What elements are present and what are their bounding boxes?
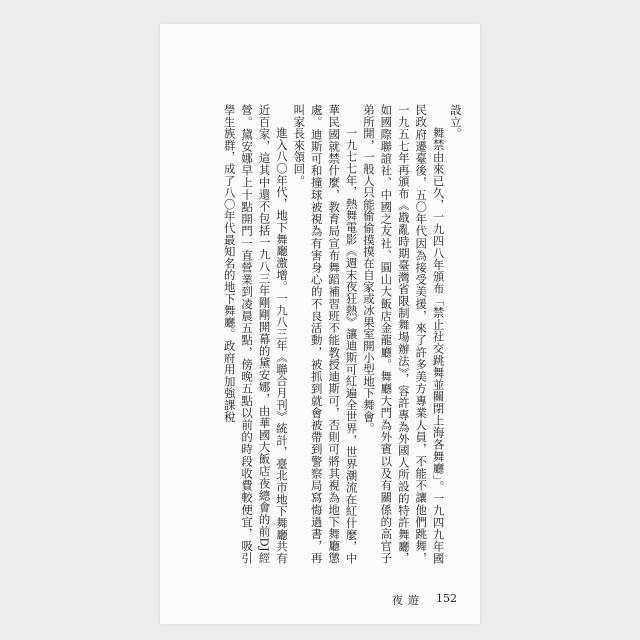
vertical-text-body — [184, 104, 464, 564]
running-title: 夜遊 — [392, 594, 424, 607]
paragraph-disco: 一九七七年，熱舞電影《週末夜狂熱》讓迪斯可紅遍全世界，世界潮流在紅什麼，中華民國就禁什麼，教育局宣布舞蹈補習班不能教授迪斯可，否則可將其視為地下舞廳懲處。迪斯可和撞球被視為有害身心的不良活動，被抓到就會被帶到警察局寫悔過書，再叫家長來領回。 — [292, 104, 359, 564]
book-page — [160, 24, 480, 624]
page-number: 152 — [436, 592, 457, 605]
paragraph-dance-ban: 舞禁由來已久，一九四八年頒布「禁止社交跳舞並關閉上海各舞廳」。一九四九年國民政府遷臺後，五〇年代因為接受美援，來了許多美方專業人員，不能不讓他們跳舞，一九五七年再頒布《戡亂時期臺灣省限制舞場辦法》，容許專為外國人所設的特許舞廳，如國際聯誼社、中國之友社、圓山大飯店金龍廳。舞廳大門為外賓以及有關係的高官子弟所開，一般人只能偷偷摸摸在自家或冰果室開小型地下舞會。 — [361, 104, 446, 564]
page-footer — [160, 592, 480, 608]
paragraph-eighties: 進入八〇年代，地下舞廳激增。一九八三年《聯合月刊》統計，臺北市地下舞廳共有近百家，這其中還不包括一九八三年剛剛開幕的黛安娜，由華國大飯店夜總會的前DJ經營。黛安娜早上十點開門一直營業到凌晨五點，傍晚五點以前的時段收費較便宜，吸引學生族群，成了八〇年代最知名的地下舞廳。政府用加強課稅 — [222, 104, 289, 564]
paragraph-continuation: 設立。 — [449, 104, 463, 140]
